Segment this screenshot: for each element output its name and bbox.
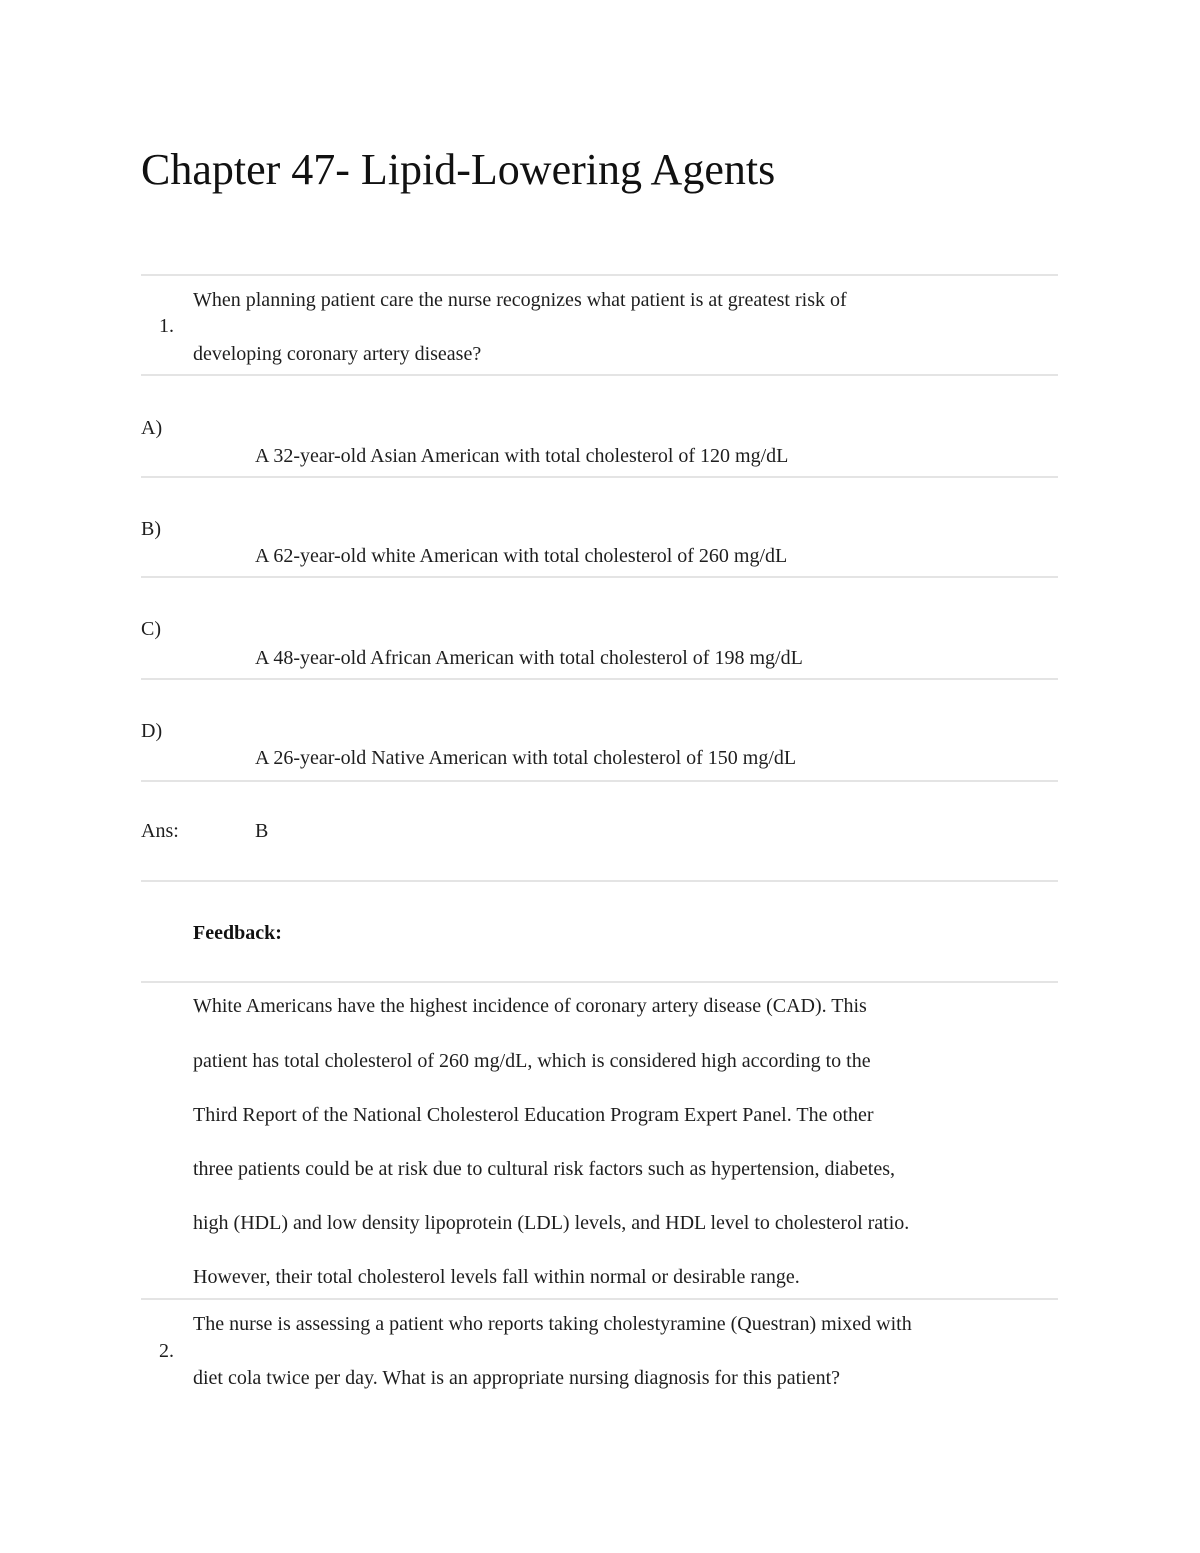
divider [141, 274, 1058, 276]
feedback-line-6: However, their total cholesterol levels fall within normal or desirable range. [193, 1266, 800, 1288]
divider [141, 1298, 1058, 1300]
question-2-stem-line-1: The nurse is assessing a patient who reports taking cholestyramine (Questran) mixed with [193, 1313, 912, 1335]
question-2-stem-line-2: diet cola twice per day. What is an appropriate nursing diagnosis for this patient? [193, 1367, 841, 1389]
page-title: Chapter 47- Lipid-Lowering Agents [141, 145, 776, 194]
question-1-stem-line-1: When planning patient care the nurse recognizes what patient is at greatest risk of [193, 289, 847, 311]
divider [141, 476, 1058, 478]
question-2-number: 2. [159, 1340, 174, 1362]
option-a-text: A 32-year-old Asian American with total cholesterol of 120 mg/dL [255, 445, 789, 467]
option-c-text: A 48-year-old African American with total cholesterol of 198 mg/dL [255, 647, 803, 669]
feedback-line-2: patient has total cholesterol of 260 mg/dL, which is considered high according to the [193, 1050, 871, 1072]
option-c-letter: C) [141, 618, 161, 640]
divider [141, 780, 1058, 782]
answer-label: Ans: [141, 820, 179, 842]
feedback-line-4: three patients could be at risk due to cultural risk factors such as hypertension, diabetes, [193, 1158, 896, 1180]
divider [141, 374, 1058, 376]
feedback-line-1: White Americans have the highest incidence of coronary artery disease (CAD). This [193, 995, 867, 1017]
question-1-number: 1. [159, 315, 174, 337]
option-b-text: A 62-year-old white American with total cholesterol of 260 mg/dL [255, 545, 788, 567]
divider [141, 576, 1058, 578]
option-d-letter: D) [141, 720, 163, 742]
option-a-letter: A) [141, 417, 163, 439]
divider [141, 880, 1058, 882]
feedback-line-3: Third Report of the National Cholesterol Education Program Expert Panel. The other [193, 1104, 874, 1126]
answer-value: B [255, 820, 269, 842]
option-b-letter: B) [141, 518, 161, 540]
option-d-text: A 26-year-old Native American with total cholesterol of 150 mg/dL [255, 747, 797, 769]
question-1-stem-line-2: developing coronary artery disease? [193, 343, 482, 365]
divider [141, 981, 1058, 983]
feedback-label: Feedback: [193, 922, 282, 944]
divider [141, 678, 1058, 680]
feedback-line-5: high (HDL) and low density lipoprotein (LDL) levels, and HDL level to cholesterol ratio. [193, 1212, 910, 1234]
